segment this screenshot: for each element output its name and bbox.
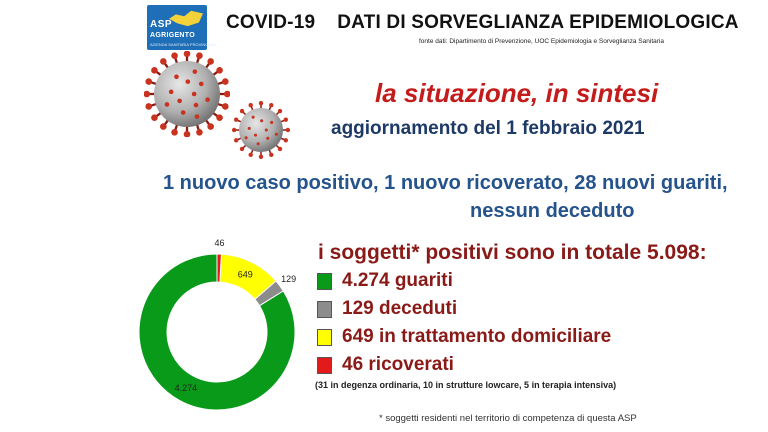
virus-surface-protein	[195, 114, 200, 119]
virus-spike-tip	[249, 153, 253, 157]
virus-surface-protein	[252, 116, 255, 119]
virus-spike-tip	[269, 153, 273, 157]
donut-label-deceduti: 129	[281, 274, 297, 285]
virus-surface-protein	[266, 137, 269, 140]
virus-surface-protein	[199, 82, 204, 87]
legend-swatch-deceduti	[317, 301, 332, 318]
donut-label-guariti: 4.274	[174, 382, 198, 393]
virus-spike-tip	[171, 52, 178, 59]
footnote: * soggetti residenti nel territorio di competenza di questa ASP	[379, 413, 637, 424]
virus-spike-tip	[145, 103, 152, 110]
logo-name-text: AGRIGENTO	[150, 32, 195, 39]
virus-body	[239, 108, 283, 152]
coronavirus-small-icon	[232, 101, 290, 159]
virus-spike-tip	[284, 138, 288, 142]
legend-label-deceduti: 129 deceduti	[342, 298, 458, 319]
legend-item-domiciliare	[317, 326, 611, 348]
logo-asp-text: ASP	[150, 19, 173, 30]
virus-spike-tip	[259, 101, 263, 105]
legend-swatch-ricoverati	[317, 357, 332, 374]
legend-swatch-domiciliare	[317, 329, 332, 346]
virus-spike-tip	[224, 91, 230, 98]
daily-headline-line2: nessun deceduto	[470, 200, 635, 222]
coronavirus-large-icon	[144, 51, 230, 137]
title-main: DATI DI SORVEGLIANZA EPIDEMIOLOGICA	[337, 12, 739, 33]
virus-surface-protein	[181, 110, 186, 115]
virus-spike-tip	[207, 58, 214, 65]
asp-logo	[147, 5, 217, 50]
donut-label-ricoverati: 46	[214, 238, 225, 249]
virus-spike-tip	[249, 103, 253, 107]
donut-label-in-trattamento-domiciliare: 649	[237, 269, 253, 280]
virus-spike-tip	[144, 91, 150, 98]
virus-spike-tip	[286, 128, 290, 132]
virus-spike-tip	[232, 128, 236, 132]
virus-spike-tip	[216, 67, 223, 74]
legend-label-guariti: 4.274 guariti	[342, 270, 453, 291]
virus-spike-tip	[284, 118, 288, 122]
virus-spike-tip	[184, 51, 191, 57]
virus-spike-tip	[184, 131, 191, 137]
virus-spike-tip	[222, 78, 229, 85]
virus-spike-tip	[196, 52, 203, 59]
virus-spike-tip	[269, 103, 273, 107]
virus-surface-protein	[165, 102, 170, 107]
virus-surface-protein	[186, 79, 191, 84]
virus-surface-protein	[192, 92, 197, 97]
update-date: aggiornamento del 1 febbraio 2021	[331, 118, 645, 139]
virus-spike-tip	[234, 118, 238, 122]
data-source-note: fonte dati: Dipartimento di Prevenzione, UOC Epidemiologia e Sorveglianza Sanitaria	[419, 38, 664, 45]
daily-headline-line1: 1 nuovo caso positivo, 1 nuovo ricoverato, 28 nuovi guariti,	[163, 172, 728, 194]
virus-surface-protein	[174, 74, 179, 79]
virus-spike-tip	[240, 109, 244, 113]
virus-spike-tip	[207, 123, 214, 130]
positives-total: i soggetti* positivi sono in totale 5.098:	[318, 241, 707, 264]
virus-spike-tip	[222, 103, 229, 110]
virus-surface-protein	[270, 121, 273, 124]
virus-surface-protein	[205, 97, 210, 102]
legend-item-deceduti	[317, 298, 457, 320]
virus-spike-tip	[240, 147, 244, 151]
legend-label-domiciliare: 649 in trattamento domiciliare	[342, 326, 612, 347]
virus-spike-tip	[278, 147, 282, 151]
virus-spike-tip	[151, 67, 158, 74]
virus-surface-protein	[248, 127, 251, 130]
logo-tagline-text: AZIENDA SANITARIA PROVINCIALE	[150, 42, 217, 47]
title-covid: COVID-19	[226, 12, 316, 33]
virus-spike-tip	[145, 78, 152, 85]
virus-surface-protein	[260, 119, 263, 122]
virus-spike-tip	[160, 123, 167, 130]
virus-surface-protein	[245, 136, 248, 139]
virus-spike-tip	[259, 155, 263, 159]
virus-surface-protein	[193, 69, 198, 74]
virus-surface-protein	[275, 133, 278, 136]
legend-label-ricoverati: 46 ricoverati	[342, 354, 454, 375]
virus-spike-tip	[196, 129, 203, 136]
virus-spike-tip	[151, 114, 158, 121]
summary-tagline: la situazione, in sintesi	[375, 78, 659, 108]
legend-swatch-guariti	[317, 273, 332, 290]
virus-surface-protein	[265, 128, 268, 131]
virus-surface-protein	[194, 103, 199, 108]
virus-spike-tip	[171, 129, 178, 136]
hospitalized-detail: (31 in degenza ordinaria, 10 in strutture lowcare, 5 in terapia intensiva)	[315, 380, 617, 390]
virus-spike-tip	[234, 138, 238, 142]
virus-spike-tip	[278, 109, 282, 113]
virus-spike-tip	[160, 58, 167, 65]
legend-item-guariti	[317, 270, 453, 292]
legend-item-ricoverati	[317, 354, 454, 376]
virus-surface-protein	[254, 134, 257, 137]
page-title	[226, 12, 739, 34]
virus-spike-tip	[216, 114, 223, 121]
virus-surface-protein	[257, 142, 260, 145]
virus-surface-protein	[177, 99, 182, 104]
virus-surface-protein	[169, 90, 174, 95]
virus-body	[154, 61, 220, 127]
positives-donut-chart	[139, 222, 309, 422]
